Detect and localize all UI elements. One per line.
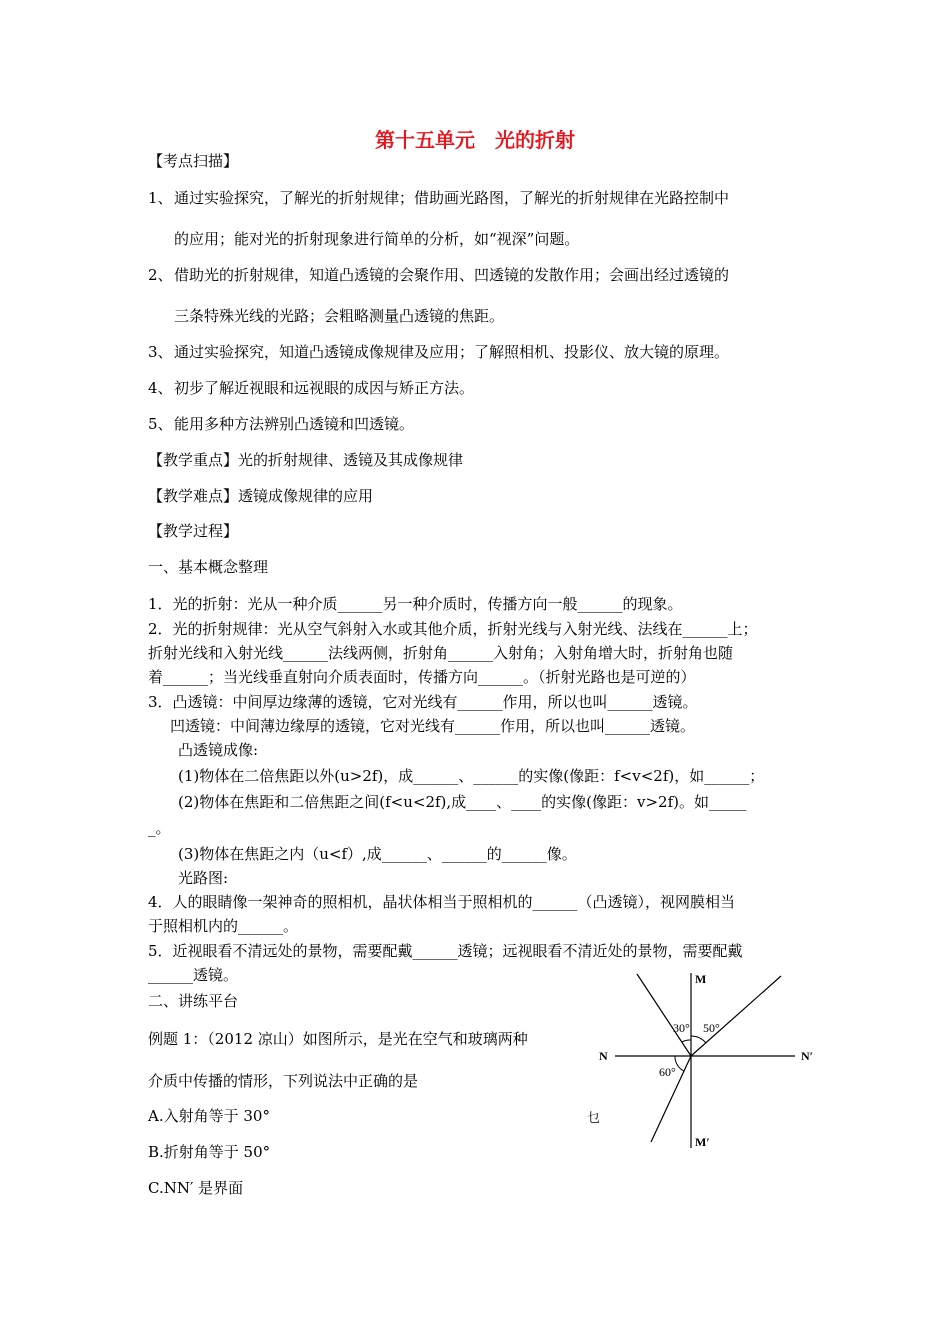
label-angle-30: 30°	[673, 1021, 690, 1035]
option-b: B.折射角等于 50°	[148, 1143, 271, 1161]
kaodian-3-line1: 通过实验探究，知道凸透镜成像规律及应用；了解照相机、投影仪、放大镜的原理。	[174, 343, 730, 361]
arc-50	[691, 1036, 706, 1043]
concept-line: 1．光的折射：光从一种介质______另一种介质时，传播方向一般______的现象。	[148, 595, 683, 613]
label-m: M	[695, 972, 707, 986]
label-side-mark: 乜	[587, 1110, 601, 1125]
label-m-prime: M′	[695, 1135, 710, 1149]
concept-line: (1)物体在二倍焦距以外(u>2f)，成______、______的实像(像距：f<v<2f)，如______；	[178, 767, 765, 785]
teaching-focus: 【教学重点】光的折射规律、透镜及其成像规律	[148, 451, 464, 469]
concept-line: 光路图:	[178, 869, 229, 887]
concept-line: ______透镜。	[148, 966, 239, 984]
concept-line: 4．人的眼睛像一架神奇的照相机，晶状体相当于照相机的______（凸透镜），视网膜相当	[148, 893, 736, 911]
example-1-line2: 介质中传播的情形，下列说法中正确的是	[148, 1072, 419, 1090]
label-angle-50: 50°	[703, 1021, 720, 1035]
ray-upper-right	[691, 976, 781, 1056]
concept-line: 2．光的折射规律：光从空气斜射入水或其他介质，折射光线与入射光线、法线在______上；	[148, 620, 758, 638]
page-title: 第十五单元 光的折射	[375, 128, 575, 152]
concept-line: 凸透镜成像:	[178, 741, 259, 759]
arc-60	[675, 1056, 684, 1071]
kaodian-1-line2: 的应用；能对光的折射现象进行简单的分析，如“视深”问题。	[174, 230, 580, 248]
kaodian-1-num: 1、	[148, 189, 173, 207]
label-angle-60: 60°	[659, 1065, 676, 1079]
section-2-heading: 二、讲练平台	[148, 992, 239, 1010]
kaodian-4-line1: 初步了解近视眼和远视眼的成因与矫正方法。	[174, 379, 475, 397]
option-a: A.入射角等于 30°	[148, 1107, 270, 1125]
option-c: C.NN′ 是界面	[148, 1179, 244, 1197]
section-kaodian-header: 【考点扫描】	[148, 152, 239, 170]
kaodian-4-num: 4、	[148, 379, 173, 397]
concept-line: _。	[148, 819, 171, 837]
kaodian-3-num: 3、	[148, 343, 173, 361]
concept-line: 5．近视眼看不清远处的景物，需要配戴______透镜；远视眼看不清近处的景物，需要配戴	[148, 942, 743, 960]
teaching-difficulty: 【教学难点】透镜成像规律的应用	[148, 487, 374, 505]
kaodian-2-num: 2、	[148, 266, 173, 284]
concept-line: 着______；当光线垂直射向介质表面时，传播方向______。（折射光路也是可逆的）	[148, 668, 696, 686]
ray-upper-left	[637, 974, 691, 1056]
refraction-diagram	[585, 970, 845, 1160]
concept-line: 折射光线和入射光线______法线两侧，折射角______入射角；入射角增大时，折射角也随	[148, 644, 734, 662]
concept-line: (2)物体在焦距和二倍焦距之间(f<u<2f),成____、____的实像(像距：v>2f)。如_____	[178, 793, 747, 811]
concept-line: (3)物体在焦距之内（u<f）,成______、______的______像。	[178, 845, 577, 863]
label-n: N	[599, 1049, 608, 1063]
label-n-prime: N′	[801, 1049, 814, 1063]
teaching-process-header: 【教学过程】	[148, 522, 239, 540]
kaodian-5-num: 5、	[148, 415, 173, 433]
kaodian-5-line1: 能用多种方法辨别凸透镜和凹透镜。	[174, 415, 415, 433]
example-1-line1: 例题 1：（2012 凉山）如图所示，是光在空气和玻璃两种	[148, 1030, 528, 1048]
section-1-heading: 一、基本概念整理	[148, 558, 269, 576]
kaodian-2-line1: 借助光的折射规律，知道凸透镜的会聚作用、凹透镜的发散作用；会画出经过透镜的	[174, 266, 730, 284]
concept-line: 于照相机内的______。	[148, 917, 299, 935]
kaodian-2-line2: 三条特殊光线的光路；会粗略测量凸透镜的焦距。	[174, 307, 505, 325]
kaodian-1-line1: 通过实验探究，了解光的折射规律；借助画光路图，了解光的折射规律在光路控制中	[174, 189, 730, 207]
arc-30	[682, 1040, 691, 1042]
concept-line: 3．凸透镜：中间厚边缘薄的透镜，它对光线有______作用，所以也叫______透镜。	[148, 693, 698, 711]
concept-line: 凹透镜：中间薄边缘厚的透镜，它对光线有______作用，所以也叫______透镜。	[170, 717, 696, 735]
